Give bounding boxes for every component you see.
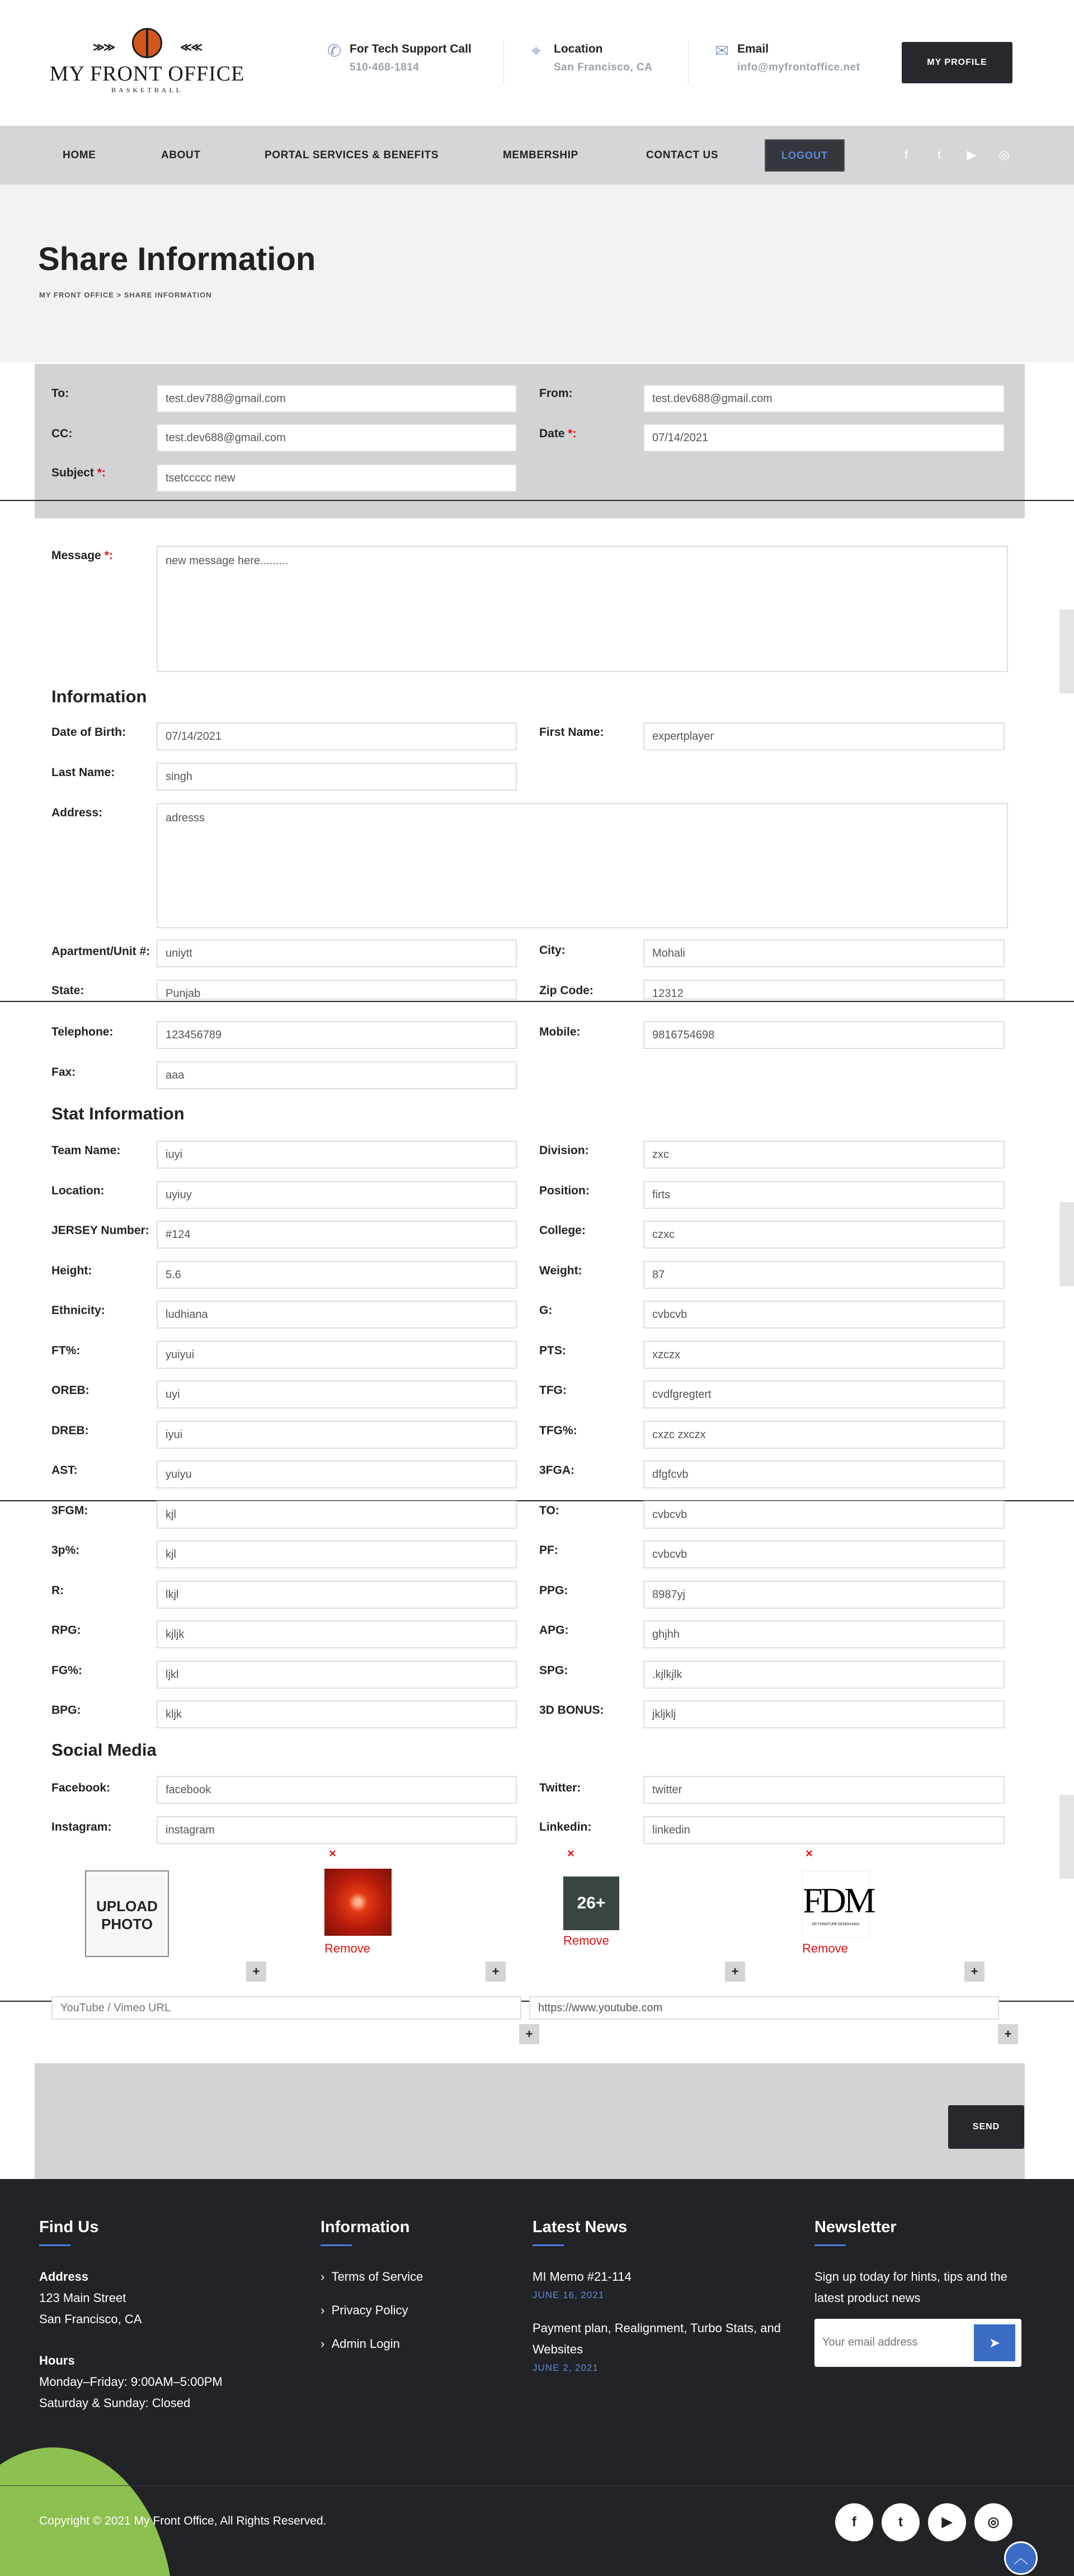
location-pin-icon: ⌖ <box>531 42 541 60</box>
zip-label: Zip Code: <box>539 984 593 997</box>
stat-label-college: College: <box>539 1224 586 1237</box>
stat-input-3fga[interactable]: dfgfcvb <box>643 1460 1005 1488</box>
page-title: Share Information <box>38 241 316 277</box>
stat-input-college[interactable]: czxc <box>643 1221 1005 1249</box>
newsletter-form <box>814 2319 1021 2367</box>
date-label-text: Date <box>539 427 565 440</box>
logo-wing-left: ≫≫ <box>93 41 114 54</box>
state-input[interactable]: Punjab <box>157 980 517 1000</box>
facebook-icon[interactable]: f <box>904 148 908 162</box>
logo-name: MY FRONT OFFICE <box>49 62 245 86</box>
required-mark: *: <box>104 549 113 562</box>
mobile-input[interactable]: 9816754698 <box>643 1021 1005 1049</box>
message-label <box>51 549 113 563</box>
stat-label-3d-bonus: 3D BONUS: <box>539 1704 604 1717</box>
video-url-input[interactable] <box>51 1996 521 2020</box>
newsletter-text: Sign up today for hints, tips and the latest product news <box>814 2270 1007 2305</box>
close-icon[interactable]: × <box>805 1846 813 1860</box>
divider <box>503 40 504 85</box>
state-label: State: <box>51 984 84 997</box>
hours-line-2: Saturday & Sunday: Closed <box>39 2396 191 2410</box>
upload-photo-button[interactable] <box>85 1870 169 1957</box>
close-icon[interactable]: × <box>567 1846 574 1860</box>
email-contact <box>715 40 860 85</box>
stat-label-bpg: BPG: <box>51 1704 81 1717</box>
add-photo-button[interactable]: + <box>964 1961 984 1982</box>
stat-information-heading: Stat Information <box>51 1104 185 1123</box>
stat-label-to: TO: <box>539 1504 559 1517</box>
to-input[interactable]: test.dev788@gmail.com <box>157 385 517 413</box>
add-photo-button[interactable]: + <box>246 1961 266 1982</box>
facebook-label: Facebook: <box>51 1781 111 1794</box>
instagram-label: Instagram: <box>51 1821 112 1833</box>
location-title: Location <box>554 42 603 55</box>
support-contact <box>327 40 472 85</box>
decorative-shape <box>0 2447 173 2576</box>
privacy-link-text: Privacy Policy <box>331 2303 408 2317</box>
basketball-icon <box>132 28 162 58</box>
terms-link-text: Terms of Service <box>331 2270 423 2284</box>
stat-input-location[interactable]: uyiuy <box>157 1181 517 1209</box>
zip-input[interactable]: 12312 <box>643 980 1005 1000</box>
stat-input-rpg[interactable]: kjljk <box>157 1620 517 1648</box>
stat-label-division: Division: <box>539 1144 589 1157</box>
subject-label <box>51 466 106 480</box>
stat-input-ppg[interactable]: 8987yj <box>643 1581 1005 1609</box>
stat-input-oreb[interactable]: uyi <box>157 1381 517 1408</box>
stat-input-bpg[interactable]: kljk <box>157 1700 517 1728</box>
stat-input-apg[interactable]: ghjhh <box>643 1620 1005 1648</box>
first-name-input[interactable]: expertplayer <box>643 722 1005 750</box>
remove-photo-link[interactable]: Remove <box>802 1941 848 1955</box>
last-name-label: Last Name: <box>51 766 115 779</box>
divider <box>688 40 689 85</box>
stat-label-dreb: DREB: <box>51 1424 89 1437</box>
address-title: Address <box>39 2270 89 2284</box>
stat-input-3d-bonus[interactable]: jkljklj <box>643 1700 1005 1728</box>
nav-item-membership[interactable]: MEMBERSHIP <box>503 149 578 161</box>
scrollbar-thumb[interactable] <box>1059 1202 1074 1286</box>
stat-input-team-name[interactable]: iuyi <box>157 1141 517 1169</box>
stat-label-height: Height: <box>51 1264 92 1277</box>
paper-plane-icon: ➤ <box>988 2335 1001 2351</box>
admin-link-text: Admin Login <box>331 2337 400 2351</box>
stat-label-rpg: RPG: <box>51 1624 81 1637</box>
newsletter-submit-button[interactable] <box>974 2324 1015 2361</box>
hours-title: Hours <box>39 2353 75 2367</box>
fdm-logo-caption: DR FURNITURE DESIGN MAG <box>812 1923 860 1926</box>
stat-label-3fgm: 3FGM: <box>51 1504 88 1517</box>
stat-input-tfg[interactable]: cvdfgregtert <box>643 1381 1005 1408</box>
close-icon[interactable]: × <box>329 1846 336 1860</box>
news-date-1: JUNE 16, 2021 <box>533 2290 605 2300</box>
nav-item-contact-us[interactable]: CONTACT US <box>646 149 719 161</box>
main-nav <box>0 126 1074 185</box>
stat-label-ethnicity: Ethnicity: <box>51 1304 105 1317</box>
youtube-icon[interactable]: ▶ <box>967 148 977 162</box>
location-contact <box>531 40 652 85</box>
copyright-text: Copyright © 2021 My Front Office, All Rights Reserved. <box>39 2514 327 2527</box>
find-us-heading: Find Us <box>39 2218 99 2236</box>
email-title: Email <box>737 42 769 55</box>
stat-input-position[interactable]: firts <box>643 1181 1005 1209</box>
required-mark: *: <box>568 427 577 440</box>
cc-label: CC: <box>51 427 73 440</box>
fdm-logo-text: FDM <box>803 1880 874 1920</box>
footer-link-terms[interactable] <box>321 2266 500 2287</box>
heading-underline <box>39 2244 70 2246</box>
stat-label-3p: 3p%: <box>51 1544 80 1557</box>
apartment-input[interactable]: uniytt <box>157 939 517 967</box>
subject-label-text: Subject <box>51 466 94 479</box>
linkedin-input[interactable]: linkedin <box>643 1816 1005 1844</box>
message-label-text: Message <box>51 549 101 562</box>
news-date-2: JUNE 2, 2021 <box>533 2362 599 2373</box>
my-profile-button[interactable]: MY PROFILE <box>902 42 1012 83</box>
chevron-right-icon: › <box>321 2337 332 2351</box>
logout-button[interactable]: LOGOUT <box>765 139 845 172</box>
subject-input[interactable]: tsetccccc new <box>157 464 517 492</box>
stat-input-division[interactable]: zxc <box>643 1141 1005 1169</box>
required-mark: *: <box>97 466 106 479</box>
from-input[interactable]: test.dev688@gmail.com <box>643 385 1005 413</box>
heading-underline <box>533 2244 564 2246</box>
support-title: For Tech Support Call <box>350 42 472 55</box>
footer-instagram-icon[interactable]: ◎ <box>974 2503 1012 2541</box>
footer-divider <box>0 2485 1074 2486</box>
chevron-right-icon: › <box>321 2303 332 2317</box>
mobile-label: Mobile: <box>539 1025 581 1038</box>
stat-label-position: Position: <box>539 1184 590 1197</box>
stat-input-spg[interactable]: .kjlkjlk <box>643 1661 1005 1689</box>
stat-label-weight: Weight: <box>539 1264 582 1277</box>
stat-label-ppg: PPG: <box>539 1584 568 1597</box>
stat-input-jersey-number[interactable]: #124 <box>157 1221 517 1249</box>
hours-line-1: Monday–Friday: 9:00AM–5:00PM <box>39 2375 223 2389</box>
logo-subtitle: BASKETBALL <box>111 86 183 94</box>
dob-label: Date of Birth: <box>51 726 126 739</box>
twitter-label: Twitter: <box>539 1781 581 1794</box>
facebook-input[interactable]: facebook <box>157 1776 517 1804</box>
stat-input-weight[interactable]: 87 <box>643 1261 1005 1289</box>
stat-input-tfg[interactable]: cxzc zxczx <box>643 1421 1005 1449</box>
stat-label-spg: SPG: <box>539 1664 568 1677</box>
to-label: To: <box>51 387 69 400</box>
linkedin-label: Linkedin: <box>539 1821 592 1833</box>
support-phone[interactable]: 510-468-1814 <box>350 62 420 73</box>
last-name-input[interactable]: singh <box>157 763 517 791</box>
twitter-icon[interactable]: t <box>937 148 941 162</box>
remove-photo-link[interactable]: Remove <box>563 1934 609 1948</box>
information-footer-heading: Information <box>321 2218 410 2236</box>
fax-input[interactable]: aaa <box>157 1061 517 1089</box>
nav-item-portal-services[interactable]: PORTAL SERVICES & BENEFITS <box>265 149 439 161</box>
flower-photo-thumbnail <box>324 1869 392 1936</box>
fax-label: Fax: <box>51 1066 76 1079</box>
stat-label-ft: FT%: <box>51 1344 81 1357</box>
stat-input-pts[interactable]: xzczx <box>643 1341 1005 1369</box>
phone-icon: ✆ <box>327 42 342 60</box>
date-label <box>539 427 577 441</box>
add-photo-button[interactable]: + <box>725 1961 745 1982</box>
chevron-up-icon: ︿ <box>1013 2550 1028 2566</box>
footer-information <box>321 2218 500 2355</box>
date-input[interactable]: 07/14/2021 <box>643 424 1005 452</box>
social-media-heading: Social Media <box>51 1740 157 1760</box>
stat-input-to[interactable]: cvbcvb <box>643 1501 1005 1529</box>
footer-find-us <box>39 2218 263 2414</box>
screen-divider <box>0 500 1074 501</box>
stat-label-apg: APG: <box>539 1624 569 1637</box>
cc-input[interactable]: test.dev688@gmail.com <box>157 424 517 452</box>
upload-label-1: UPLOAD <box>96 1898 158 1915</box>
add-video-button[interactable]: + <box>998 2024 1018 2044</box>
stat-label-g: G: <box>539 1304 553 1317</box>
breadcrumb: MY FRONT OFFICE > SHARE INFORMATION <box>39 291 212 299</box>
city-label: City: <box>539 944 566 957</box>
stat-input-3p[interactable]: kjl <box>157 1540 517 1568</box>
stat-input-pf[interactable]: cvbcvb <box>643 1540 1005 1568</box>
latest-news-heading: Latest News <box>533 2218 628 2236</box>
add-photo-button[interactable]: + <box>486 1961 506 1982</box>
stat-label-fg: FG%: <box>51 1664 82 1677</box>
email-value[interactable]: info@myfrontoffice.net <box>737 62 860 73</box>
message-textarea[interactable]: new message here......... <box>157 546 1008 672</box>
site-logo[interactable] <box>49 28 245 95</box>
page-title-section <box>0 185 1074 362</box>
envelope-icon: ✉ <box>715 42 729 60</box>
stat-input-height[interactable]: 5.6 <box>157 1261 517 1289</box>
back-to-top-button[interactable] <box>1004 2541 1038 2575</box>
footer-link-privacy[interactable] <box>321 2300 500 2321</box>
stat-input-ft[interactable]: yuiyui <box>157 1341 517 1369</box>
video-url-input-filled[interactable]: https://www.youtube.com <box>529 1996 999 2020</box>
heading-underline <box>814 2244 846 2246</box>
stat-input-fg[interactable]: ljkl <box>157 1661 517 1689</box>
nav-item-home[interactable]: HOME <box>63 149 96 161</box>
information-heading: Information <box>51 687 147 706</box>
send-button[interactable]: SEND <box>948 2105 1024 2149</box>
first-name-label: First Name: <box>539 726 604 739</box>
apartment-label: Apartment/Unit #: <box>51 945 150 958</box>
site-header <box>0 0 1074 126</box>
stat-input-ast[interactable]: yuiyu <box>157 1460 517 1488</box>
footer-link-admin[interactable] <box>321 2333 500 2355</box>
stat-label-3fga: 3FGA: <box>539 1464 574 1477</box>
stat-label-jersey-number: JERSEY Number: <box>51 1224 149 1237</box>
telephone-input[interactable]: 123456789 <box>157 1021 517 1049</box>
instagram-icon[interactable]: ◎ <box>998 148 1010 162</box>
news-title-2[interactable]: Payment plan, Realignment, Turbo Stats, and Websites <box>533 2321 781 2356</box>
location-value: San Francisco, CA <box>554 62 653 73</box>
stat-input-ethnicity[interactable]: ludhiana <box>157 1301 517 1329</box>
stat-label-ast: AST: <box>51 1464 78 1477</box>
stat-input-r[interactable]: lkjl <box>157 1581 517 1609</box>
scrollbar-thumb[interactable] <box>1059 1795 1074 1879</box>
heading-underline <box>321 2244 352 2246</box>
remove-photo-link[interactable]: Remove <box>324 1941 370 1955</box>
stat-label-tfg: TFG%: <box>539 1424 577 1437</box>
footer-newsletter <box>814 2218 1027 2367</box>
footer-latest-news <box>533 2218 790 2374</box>
fdm-logo-thumbnail <box>802 1871 874 1938</box>
add-video-button[interactable]: + <box>519 2024 539 2044</box>
footer-youtube-icon[interactable]: ▶ <box>928 2503 966 2541</box>
stat-label-pf: PF: <box>539 1544 558 1557</box>
scrollbar-thumb[interactable] <box>1059 609 1074 693</box>
stat-input-3fgm[interactable]: kjl <box>157 1501 517 1529</box>
screen-divider <box>0 1001 1074 1002</box>
stat-input-dreb[interactable]: iyui <box>157 1421 517 1449</box>
age-badge-thumbnail: 26+ <box>563 1877 619 1930</box>
address-textarea[interactable]: adresss <box>157 803 1008 928</box>
stat-label-team-name: Team Name: <box>51 1144 121 1157</box>
stat-label-oreb: OREB: <box>51 1384 90 1397</box>
address-line-2: San Francisco, CA <box>39 2312 142 2326</box>
dob-input[interactable]: 07/14/2021 <box>157 722 517 750</box>
nav-item-about[interactable]: ABOUT <box>161 149 201 161</box>
stat-label-pts: PTS: <box>539 1344 566 1357</box>
stat-label-tfg: TFG: <box>539 1384 567 1397</box>
news-title-1[interactable]: MI Memo #21-114 <box>533 2270 632 2284</box>
stat-label-location: Location: <box>51 1184 105 1197</box>
stat-input-g[interactable]: cvbcvb <box>643 1301 1005 1329</box>
instagram-input[interactable]: instagram <box>157 1816 517 1844</box>
logo-wing-right: ≪≪ <box>180 41 201 54</box>
address-line-1: 123 Main Street <box>39 2291 126 2305</box>
chevron-right-icon: › <box>321 2270 332 2284</box>
twitter-input[interactable]: twitter <box>643 1776 1005 1804</box>
address-label: Address: <box>51 806 103 819</box>
from-label: From: <box>539 387 573 400</box>
footer-twitter-icon[interactable]: t <box>882 2503 920 2541</box>
newsletter-email-input[interactable] <box>822 2327 962 2358</box>
upload-label-2: PHOTO <box>101 1916 153 1932</box>
city-input[interactable]: Mohali <box>643 939 1005 967</box>
footer-facebook-icon[interactable]: f <box>835 2503 873 2541</box>
stat-label-r: R: <box>51 1584 64 1597</box>
newsletter-heading: Newsletter <box>814 2218 897 2236</box>
telephone-label: Telephone: <box>51 1025 114 1038</box>
